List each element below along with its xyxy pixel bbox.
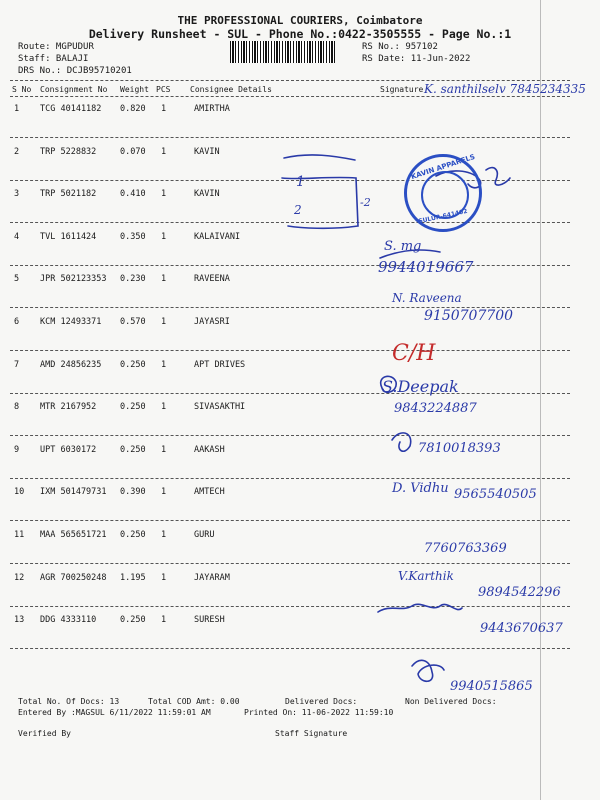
stamp-top-text: KAVIN APPARELS (409, 152, 477, 182)
company-title: THE PROFESSIONAL COURIERS, Coimbatore (177, 14, 423, 27)
row-pcs: 1 (161, 573, 167, 583)
sig-row12-scrawl (378, 604, 462, 612)
row-pcs: 1 (161, 487, 167, 497)
row-sno: 3 (14, 189, 20, 199)
sig-header-handwriting: K. santhilselv 7845234335 (424, 82, 586, 96)
row-sno: 11 (14, 530, 25, 540)
printed-on: Printed On: 11-06-2022 11:59:10 (244, 708, 394, 717)
delivered-docs: Delivered Docs: (285, 697, 358, 706)
row-consignment-no: AGR 700250248 (40, 573, 107, 583)
sig-row4-phone: 9944019667 (378, 258, 474, 276)
row-weight: 1.195 (120, 573, 146, 583)
sig-row9-phone: 9565540505 (454, 487, 537, 502)
col-weight: Weight (120, 85, 149, 94)
row-pcs: 1 (161, 360, 167, 370)
row-consignee: JAYARAM (194, 573, 230, 583)
row-consignment-no: MAA 565651721 (40, 530, 107, 540)
sig-row9-name: D. Vidhu (392, 481, 449, 496)
row-consignment-no: DDG 4333110 (40, 615, 97, 625)
row-pcs: 1 (161, 232, 167, 242)
row-pcs: 1 (161, 317, 167, 327)
staff: Staff: BALAJI (18, 54, 89, 64)
staff-signature: Staff Signature (275, 729, 348, 738)
sig-row7-name: S.Deepak (382, 377, 459, 396)
row-consignment-no: TVL 1611424 (40, 232, 97, 242)
row-weight: 0.230 (120, 274, 146, 284)
row-pcs: 1 (161, 445, 167, 455)
col-sno: S No (12, 85, 32, 94)
row-consignment-no: KCM 12493371 (40, 317, 102, 327)
sig-row6-ch: C/H (392, 341, 436, 366)
sig-row12-phone: 9443670637 (480, 621, 563, 636)
row-pcs: 1 (161, 104, 167, 114)
row-weight: 0.390 (120, 487, 146, 497)
row-sno: 7 (14, 360, 20, 370)
sig-row10-phone: 7760763369 (424, 541, 507, 556)
row-sno: 12 (14, 573, 25, 583)
col-consignment: Consignment No (40, 85, 108, 94)
mark-2: 2 (294, 203, 302, 217)
row-weight: 0.410 (120, 189, 146, 199)
col-consignee: Consignee Details (190, 85, 272, 94)
row-consignment-no: TCG 40141182 (40, 104, 102, 114)
row-pcs: 1 (161, 530, 167, 540)
row-sno: 2 (14, 147, 20, 157)
total-cod: Total COD Amt: 0.00 (148, 697, 240, 706)
row-consignment-no: JPR 502123353 (40, 274, 107, 284)
sig-row7-phone: 9843224887 (394, 401, 477, 416)
non-delivered-docs: Non Delivered Docs: (405, 697, 497, 706)
row-sno: 1 (14, 104, 20, 114)
row-consignee: KAVIN (194, 189, 220, 199)
sig-row8-phone: 7810018393 (418, 441, 501, 456)
row-consignment-no: MTR 2167952 (40, 402, 97, 412)
stamp-bottom-text: SULUR-641402 (417, 207, 469, 226)
row-sno: 13 (14, 615, 25, 625)
row-weight: 0.250 (120, 360, 146, 370)
row-sno: 8 (14, 402, 20, 412)
verified-by: Verified By (18, 729, 71, 738)
row-weight: 0.820 (120, 104, 146, 114)
route: Route: MGPUDUR (18, 42, 94, 52)
row-consignment-no: TRP 5228832 (40, 147, 97, 157)
total-docs: Total No. Of Docs: 13 (18, 697, 120, 706)
mark-dash-2: -2 (360, 196, 371, 209)
row-consignee: KAVIN (194, 147, 220, 157)
row-consignee: AMIRTHA (194, 104, 230, 114)
row-consignee: KALAIVANI (194, 232, 241, 242)
sig-row2-tail (486, 168, 510, 185)
row-consignment-no: AMD 24856235 (40, 360, 102, 370)
row-weight: 0.250 (120, 530, 146, 540)
row-consignee: GURU (194, 530, 215, 540)
sig-row5-phone: 9150707700 (424, 308, 514, 324)
rs-date: RS Date: 11-Jun-2022 (362, 54, 471, 64)
row-sno: 4 (14, 232, 20, 242)
row-pcs: 1 (161, 402, 167, 412)
sig-row11-phone: 9894542296 (478, 585, 561, 600)
col-signature: Signature (380, 85, 424, 94)
row-sno: 10 (14, 487, 25, 497)
sig-row8-loop (392, 433, 411, 451)
mark-1: 1 (296, 174, 305, 190)
row-weight: 0.250 (120, 402, 146, 412)
runsheet-subtitle: Delivery Runsheet - SUL - Phone No.:0422-3505555 - Page No.:1 (88, 27, 512, 41)
entered-by: Entered By :MAGSUL 6/11/2022 11:59:01 AM (18, 708, 211, 717)
row-consignment-no: IXM 501479731 (40, 487, 107, 497)
sig-row5-name: N. Raveena (392, 291, 462, 305)
row-consignee: JAYASRI (194, 317, 230, 327)
row-sno: 9 (14, 445, 20, 455)
sig-row13-phone: 9940515865 (450, 679, 533, 694)
row-consignee: AMTECH (194, 487, 225, 497)
sig-row11-name: V.Karthik (398, 569, 454, 583)
sig-row4-name: S. mg (384, 239, 422, 254)
row-pcs: 1 (161, 147, 167, 157)
row-consignment-no: TRP 5021182 (40, 189, 97, 199)
row-consignment-no: UPT 6030172 (40, 445, 97, 455)
row-consignee: RAVEENA (194, 274, 230, 284)
scribble-row2 (284, 155, 355, 160)
row-sno: 6 (14, 317, 20, 327)
col-pcs: PCS (156, 85, 171, 94)
row-weight: 0.250 (120, 445, 146, 455)
row-pcs: 1 (161, 274, 167, 284)
row-weight: 0.070 (120, 147, 146, 157)
drs-no: DRS No.: DCJB95710201 (18, 66, 132, 76)
row-weight: 0.570 (120, 317, 146, 327)
kavin-apparels-stamp (404, 154, 482, 232)
row-pcs: 1 (161, 615, 167, 625)
row-consignee: AAKASH (194, 445, 225, 455)
row-consignee: SURESH (194, 615, 225, 625)
row-sno: 5 (14, 274, 20, 284)
row-pcs: 1 (161, 189, 167, 199)
row-consignee: SIVASAKTHI (194, 402, 246, 412)
row-weight: 0.250 (120, 615, 146, 625)
rs-no: RS No.: 957102 (362, 42, 438, 52)
sig-row13-scrawl (412, 660, 444, 681)
row-consignee: APT DRIVES (194, 360, 246, 370)
row-weight: 0.350 (120, 232, 146, 242)
